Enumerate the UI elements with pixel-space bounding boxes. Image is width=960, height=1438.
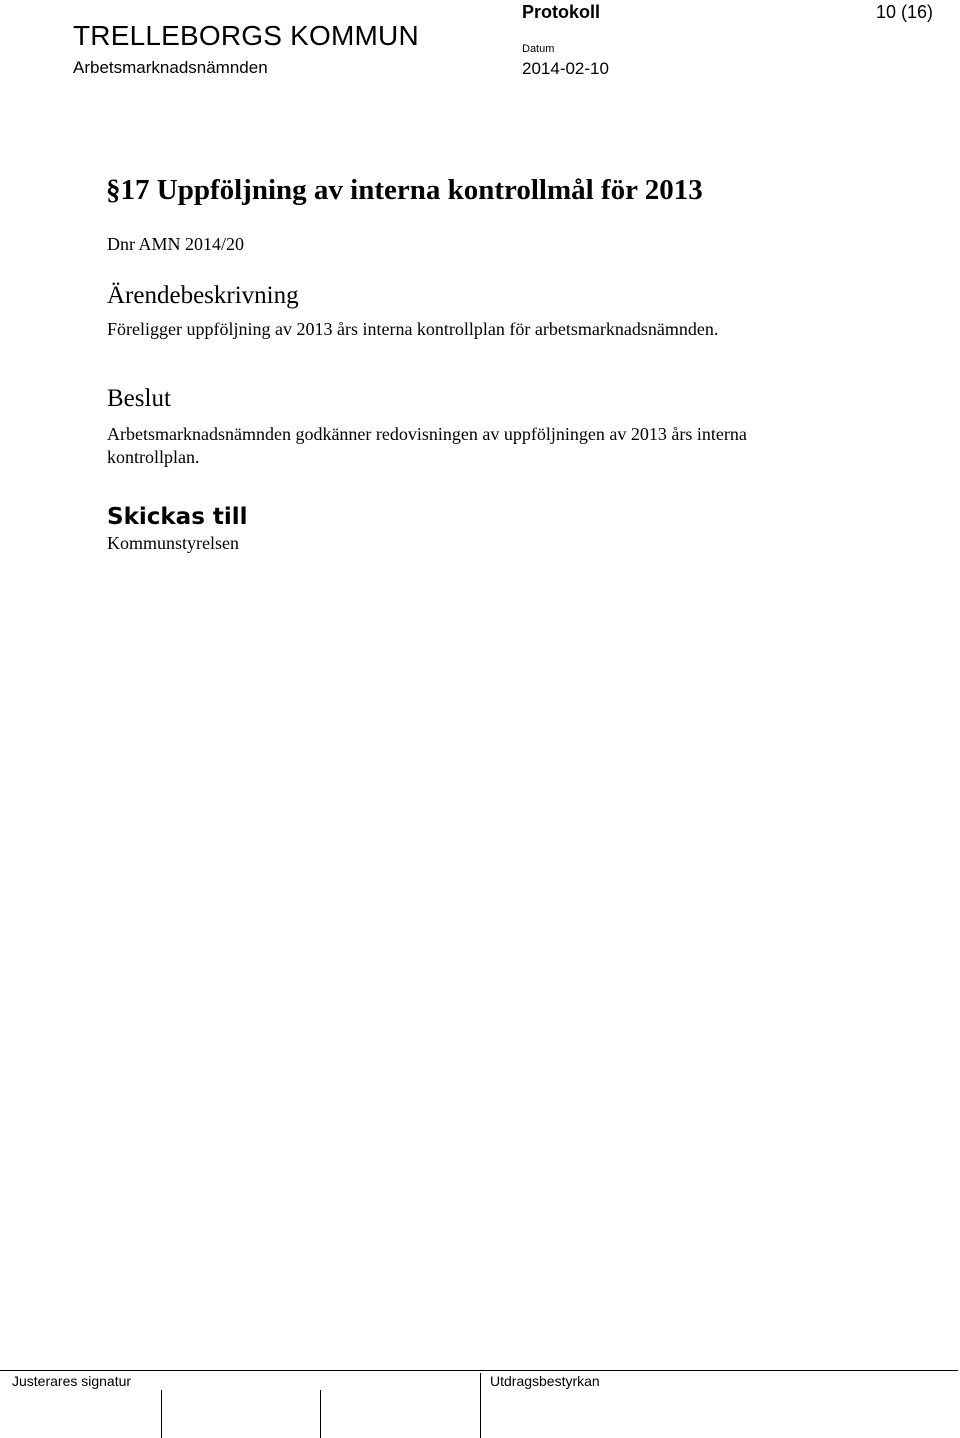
footer-column-divider <box>480 1373 481 1438</box>
signature-box-divider <box>161 1390 162 1438</box>
organization-name: TRELLEBORGS KOMMUN <box>73 20 419 51</box>
department-name: Arbetsmarknadsnämnden <box>73 58 268 77</box>
diary-number: Dnr AMN 2014/20 <box>107 234 245 254</box>
heading-description: Ärendebeskrivning <box>107 282 299 309</box>
date-value: 2014-02-10 <box>522 59 609 78</box>
decision-text: Arbetsmarknadsnämnden godkänner redovisningen av uppföljningen av 2013 års interna kontrollplan. <box>107 424 747 467</box>
document-type: Protokoll <box>522 2 601 22</box>
page-number: 10 (16) <box>876 2 934 22</box>
date-label: Datum <box>522 43 555 55</box>
extract-certification-label: Utdragsbestyrkan <box>490 1373 600 1389</box>
signature-box-divider <box>320 1390 321 1438</box>
item-title: §17 Uppföljning av interna kontrollmål för 2013 <box>106 174 703 206</box>
heading-send-to: Skickas till <box>107 504 248 530</box>
send-to-text: Kommunstyrelsen <box>107 533 239 553</box>
heading-decision: Beslut <box>107 385 171 412</box>
footer-rule <box>0 1370 958 1371</box>
description-text: Föreligger uppföljning av 2013 års interna kontrollplan för arbetsmarknadsnämnden. <box>107 319 719 339</box>
adjuster-signature-label: Justerares signatur <box>12 1373 132 1389</box>
